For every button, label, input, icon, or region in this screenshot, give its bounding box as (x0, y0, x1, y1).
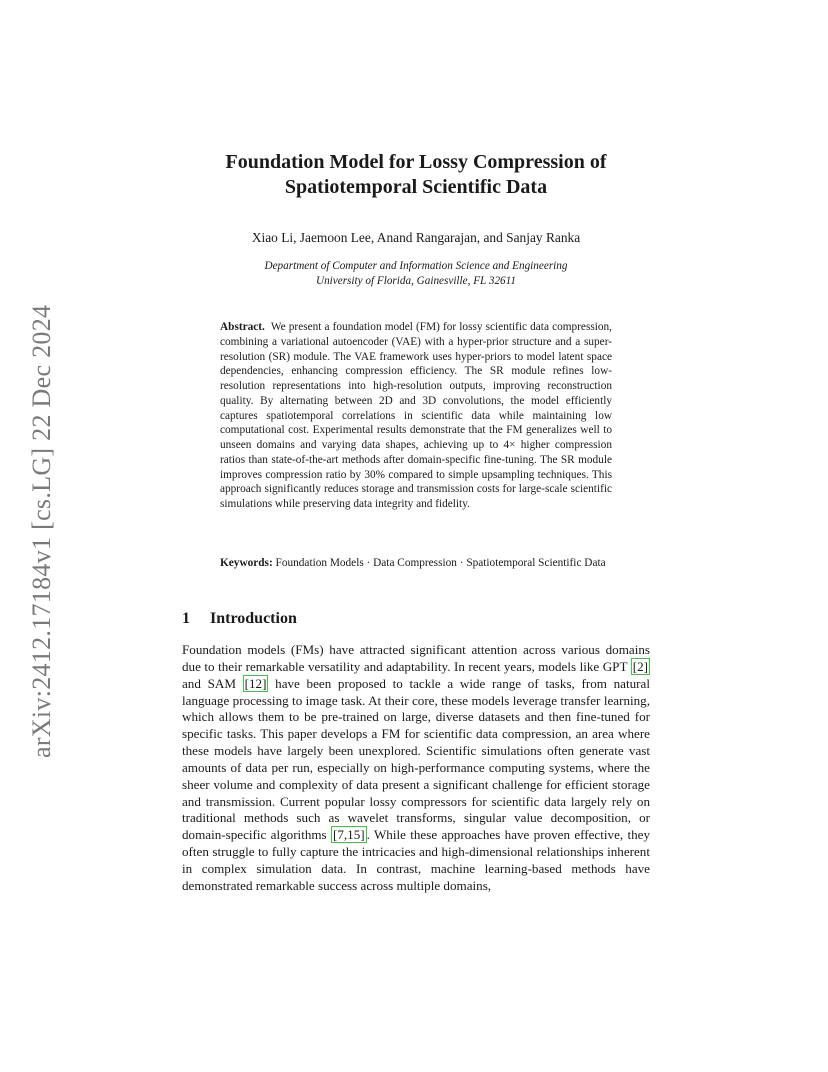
affiliation-line-1: Department of Computer and Information Science and Engineering (264, 260, 568, 272)
keywords-text: Foundation Models · Data Compression · Spatiotemporal Scientific Data (275, 557, 606, 569)
affiliation (140, 259, 692, 288)
abstract-label: Abstract. (220, 321, 265, 333)
intro-paragraph (182, 642, 650, 895)
intro-text-1: Foundation models (FMs) have attracted significant attention across various domains due to their remarkable versatility and adaptability. In recent years, models like GPT (182, 642, 650, 674)
intro-text-3: have been proposed to tackle a wide range of tasks, from natural language processing to image task. At their core, these models leverage transfer learning, which allows them to be pre-trained on large, diverse datasets and then fine-tuned for specific tasks. This paper develops a FM for scientific data compression, an area where these models have largely been unexplored. Scientific simulations often generate vast amounts of data per run, especially on high-performance computing systems, where the sheer volume and complexity of data present a significant challenge for efficient storage and transmission. Current popular lossy compressors for scientific data largely rely on traditional methods such as wavelet transforms, singular value decomposition, or domain-specific algorithms (182, 675, 650, 843)
section-number: 1 (182, 610, 190, 627)
arxiv-identifier: arXiv:2412.17184v1 [cs.LG] 22 Dec 2024 (27, 304, 56, 758)
intro-text-2: and SAM (182, 675, 243, 691)
section-title: Introduction (210, 610, 297, 627)
citation-link[interactable]: [7,15] (332, 827, 365, 843)
keywords (220, 556, 612, 571)
abstract (220, 320, 612, 512)
keywords-label: Keywords: (220, 557, 273, 569)
title-line-1: Foundation Model for Lossy Compression of (225, 151, 607, 173)
section-heading (182, 610, 297, 628)
paper-title (140, 150, 692, 200)
title-line-2: Spatiotemporal Scientific Data (284, 176, 548, 198)
intro-text-4: . While these approaches have proven effective, they often struggle to fully capture the intricacies and high-dimensional relationships inherent in complex simulation data. In contrast, machine learning-based methods have demonstrated remarkable success across multiple domains, (182, 827, 650, 893)
citation-link[interactable]: [12] (244, 675, 267, 691)
abstract-text: We present a foundation model (FM) for lossy scientific data compression, combining a variational autoencoder (VAE) with a hyper-prior structure and a super-resolution (SR) module. The VAE framework uses hyper-priors to model latent space dependencies, enhancing compression efficiency. The SR module refines low-resolution representations into high-resolution outputs, improving reconstruction quality. By alternating between 2D and 3D convolutions, the model efficiently captures spatiotemporal correlations in scientific data while maintaining low computational cost. Experimental results demonstrate that the FM generalizes well to unseen domains and varying data shapes, achieving up to 4× higher compression ratios than state-of-the-art methods after domain-specific fine-tuning. The SR module improves compression ratio by 30% compared to simple upsampling techniques. This approach significantly reduces storage and transmission costs for large-scale scientific simulations while preserving data integrity and fidelity. (220, 321, 612, 510)
author-list: Xiao Li, Jaemoon Lee, Anand Rangarajan, and Sanjay Ranka (251, 230, 581, 245)
affiliation-line-2: University of Florida, Gainesville, FL 32611 (315, 274, 516, 287)
citation-link[interactable]: [2] (632, 658, 648, 674)
